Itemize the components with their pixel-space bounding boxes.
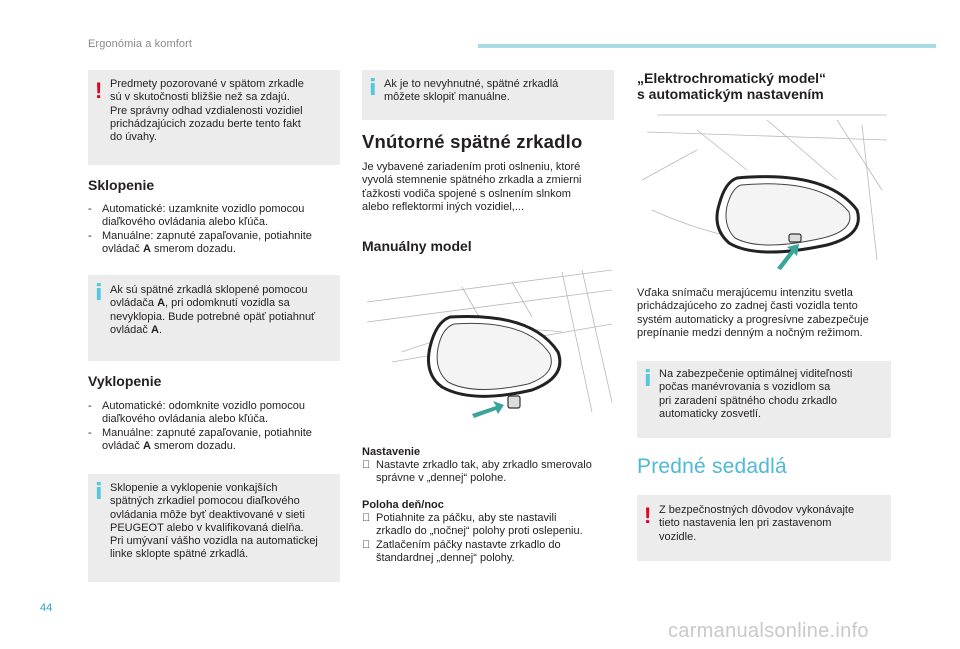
section-title-folding: Sklopenie	[88, 177, 155, 193]
info-icon: i	[95, 480, 103, 505]
interior-mirror-intro: Je vybavené zariadením proti oslneniu, ktoré vyvolá stemnenie spätného zrkadla a zmierni ťažkosti vodiča spojené s oslnením slnkom alebo reflektormi iných vozidiel,...	[362, 161, 582, 214]
section-title-front-seats: Predné sedadlá	[637, 455, 787, 478]
info-box-reverse-gear	[637, 361, 891, 438]
header-accent-bar	[478, 44, 936, 48]
info-text: Na zabezpečenie optimálnej viditeľnosti počas manévrovania s vozidlom sa pri zaradení spätného chodu zrkadlo automaticky zosvetlí.	[659, 368, 853, 420]
section-title-manual-model: Manuálny model	[362, 238, 472, 254]
list-item: Potiahnite za páčku, aby ste nastavili zrkadlo do „nočnej“ polohy proti oslepeniu.	[376, 512, 583, 538]
info-icon: i	[644, 367, 652, 392]
info-text: Ak sú spätné zrkadlá sklopené pomocou ovládača A, pri odomknutí vozidla sa nevyklopia. Bude potrebné opäť potiahnuť ovládač A.	[110, 284, 316, 336]
warning-icon: !	[644, 503, 652, 528]
list-item: - Automatické: uzamknite vozidlo pomocou diaľkového ovládania alebo kľúča.	[88, 203, 305, 229]
warning-box-seats	[637, 495, 891, 561]
info-box-manual-fold	[362, 70, 614, 120]
list-item: Zatlačením páčky nastavte zrkadlo do štandardnej „dennej“ polohy.	[376, 538, 561, 565]
section-header: Ergonómia a komfort	[88, 38, 192, 50]
info-icon: i	[369, 76, 377, 101]
warning-text: Z bezpečnostných dôvodov vykonávajte tieto nastavenia len pri zastavenom vozidle.	[659, 504, 855, 543]
list-item: - Manuálne: zapnuté zapaľovanie, potiahnite ovládač A smerom dozadu.	[88, 426, 312, 453]
electrochromatic-mirror-illustration	[637, 110, 891, 274]
section-title-unfolding: Vyklopenie	[88, 373, 162, 389]
warning-box-distance	[88, 70, 340, 165]
list-item: Nastavte zrkadlo tak, aby zrkadlo smerovalo správne v „dennej“ polohe.	[376, 459, 592, 485]
info-box-remote	[88, 474, 340, 582]
folding-list	[88, 203, 348, 257]
watermark: carmanualsonline.info	[668, 620, 869, 642]
warning-text: Predmety pozorované v spätom zrkadle sú v skutočnosti bližšie než sa zdajú. Pre správny odhad vzdialenosti vozidiel prichádzajúcich zozadu berte tento fakt do úvahy.	[110, 78, 304, 144]
page-number: 44	[40, 602, 53, 614]
warning-icon: !	[95, 78, 103, 103]
setting-label: Nastavenie	[362, 446, 421, 458]
info-text: Ak je to nevyhnutné, spätné zrkadlá môžete sklopiť manuálne.	[384, 78, 559, 104]
unfolding-list	[88, 400, 348, 454]
section-title-electrochromatic: „Elektrochromatický model“ s automatickým nastavením	[637, 70, 827, 102]
electrochromatic-text: Vďaka snímaču merajúcemu intenzitu svetla prichádzajúceho zo zadnej časti vozidla tento systém automaticky a progresívne zabezpečuje prepínanie medzi denným a nočným režimom.	[637, 287, 869, 340]
daynight-label: Poloha deň/noc	[362, 499, 444, 511]
info-box-folded	[88, 275, 340, 361]
daynight-list	[362, 512, 624, 566]
manual-mirror-illustration	[362, 262, 618, 430]
setting-list	[362, 459, 624, 486]
list-item: - Automatické: odomknite vozidlo pomocou diaľkového ovládania alebo kľúča.	[88, 400, 305, 426]
section-title-interior-mirror: Vnútorné spätné zrkadlo	[362, 131, 583, 152]
info-icon: i	[95, 281, 103, 306]
list-item: - Manuálne: zapnuté zapaľovanie, potiahnite ovládač A smerom dozadu.	[88, 229, 312, 256]
info-text: Sklopenie a vyklopenie vonkajších spätných zrkadiel pomocou diaľkového ovládania môže byť deaktivované v sieti PEUGEOT alebo v kvalifikovaná dielňa. Pri umývaní vášho vozidla na automatickej linke sklopte spätné zrkadlá.	[110, 482, 318, 561]
